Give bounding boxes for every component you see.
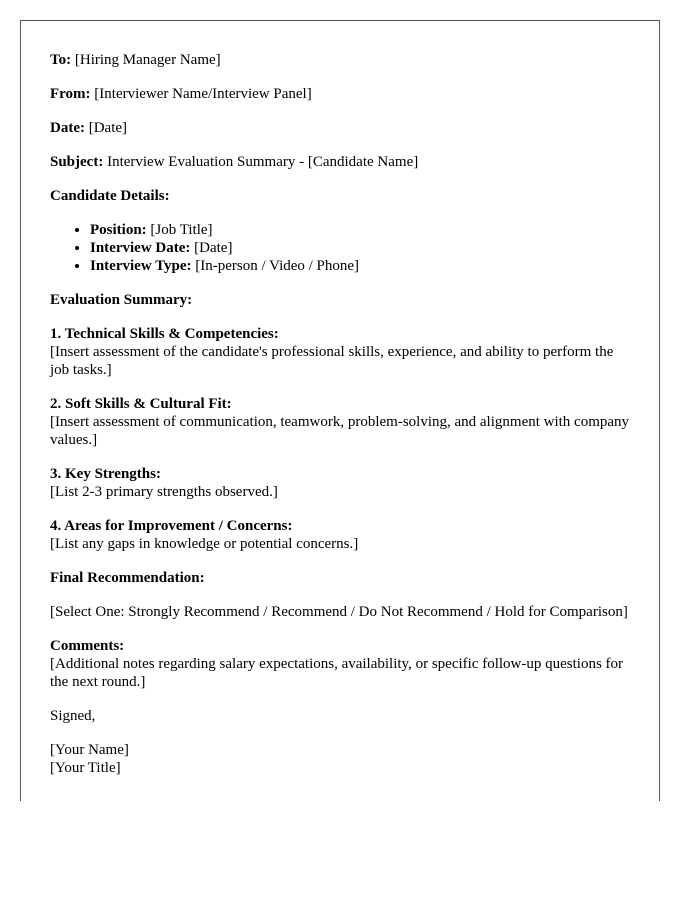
list-item-label: Interview Date: [90, 240, 191, 256]
recommendation-heading [50, 569, 631, 587]
memo-subject [50, 153, 631, 171]
comments-text: [Additional notes regarding salary expectations, availability, or specific follow-up questions for the next round.] [50, 656, 624, 690]
candidate-heading [50, 187, 631, 205]
list-item-value: [Job Title] [150, 222, 213, 238]
signature-name: [Your Name] [50, 742, 129, 758]
list-item-label: Interview Type: [90, 258, 192, 274]
evaluation-heading [50, 291, 631, 309]
list-item-value: [Date] [194, 240, 233, 256]
memo-to [50, 51, 631, 69]
memo-to-value: [Hiring Manager Name] [74, 52, 221, 68]
section-text: [List 2-3 primary strengths observed.] [50, 484, 278, 500]
memo-subject-value: Interview Evaluation Summary - [Candidate Name] [107, 154, 419, 170]
comments-heading: Comments: [50, 638, 125, 654]
recommendation-heading-text: Final Recommendation: [50, 570, 205, 586]
list-item-label: Position: [90, 222, 147, 238]
section-title: 4. Areas for Improvement / Concerns: [50, 518, 293, 534]
evaluation-section-soft-skills [50, 395, 631, 449]
signature-closing: Signed, [50, 708, 96, 724]
evaluation-heading-text: Evaluation Summary: [50, 292, 193, 308]
list-item [90, 239, 631, 257]
section-text: [List any gaps in knowledge or potential concerns.] [50, 536, 359, 552]
section-text: [Insert assessment of communication, teamwork, problem-solving, and alignment with company values.] [50, 414, 630, 448]
evaluation-section-improvement [50, 517, 631, 553]
candidate-details-list [50, 221, 631, 275]
recommendation-text: [Select One: Strongly Recommend / Recommend / Do Not Recommend / Hold for Comparison] [50, 604, 628, 620]
section-text: [Insert assessment of the candidate's professional skills, experience, and ability to perform the job tasks.] [50, 344, 614, 378]
comments-section [50, 637, 631, 691]
memo-to-label: To: [50, 52, 72, 68]
section-title: 3. Key Strengths: [50, 466, 161, 482]
signature-block [50, 741, 631, 777]
memo-date [50, 119, 631, 137]
list-item [90, 221, 631, 239]
memo-date-label: Date: [50, 120, 85, 136]
memo-from-label: From: [50, 86, 91, 102]
section-title: 1. Technical Skills & Competencies: [50, 326, 279, 342]
list-item [90, 257, 631, 275]
memo-from-value: [Interviewer Name/Interview Panel] [94, 86, 312, 102]
memo-subject-label: Subject: [50, 154, 104, 170]
signature-title: [Your Title] [50, 760, 121, 776]
memo-from [50, 85, 631, 103]
list-item-value: [In-person / Video / Phone] [195, 258, 360, 274]
memo-page [20, 20, 660, 801]
memo-date-value: [Date] [88, 120, 128, 136]
section-title: 2. Soft Skills & Cultural Fit: [50, 396, 232, 412]
candidate-heading-text: Candidate Details: [50, 188, 170, 204]
evaluation-section-technical [50, 325, 631, 379]
evaluation-section-strengths [50, 465, 631, 501]
